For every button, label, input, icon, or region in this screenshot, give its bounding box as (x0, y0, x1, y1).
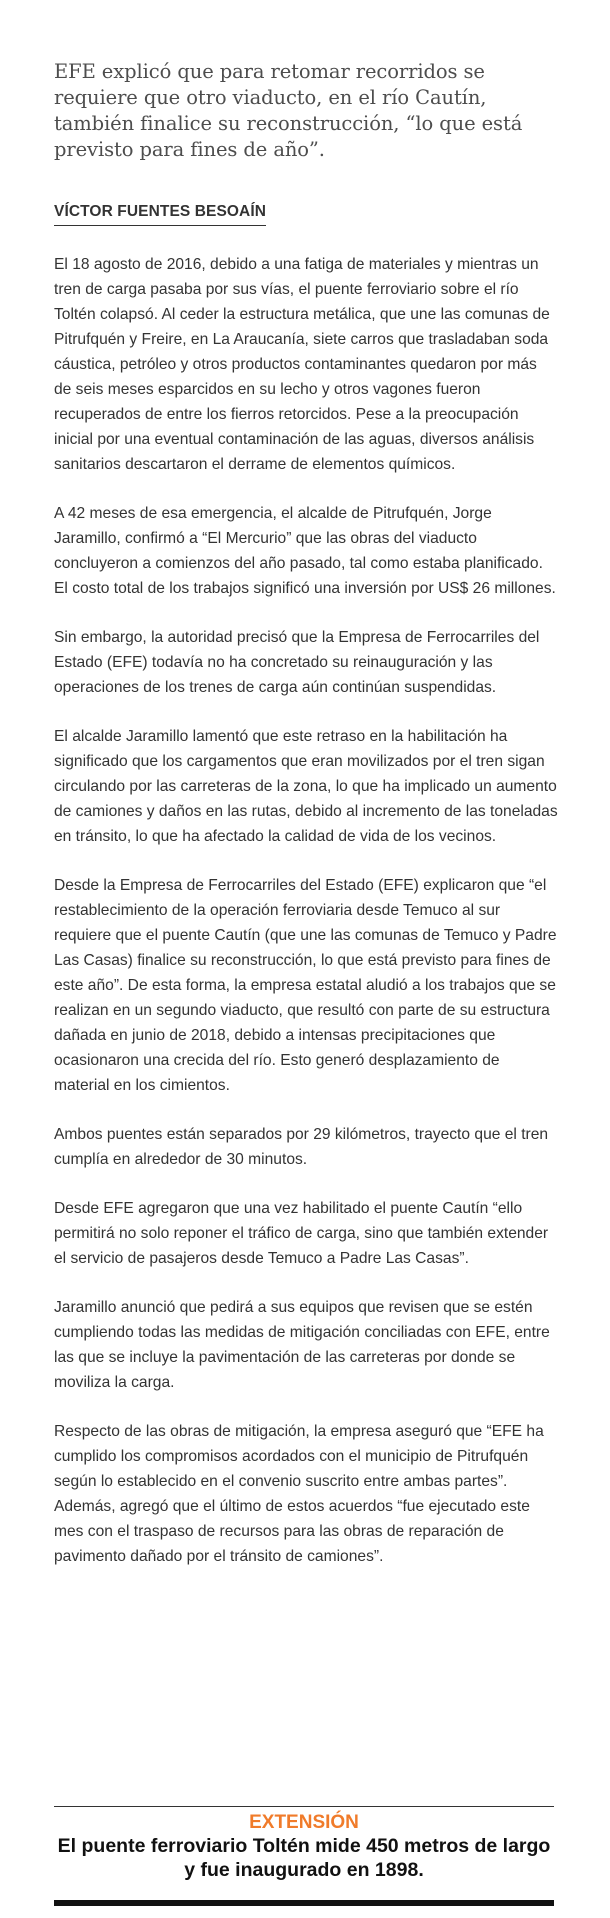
fact-box-kicker: EXTENSIÓN (249, 1812, 359, 1833)
article-paragraph-9: Respecto de las obras de mitigación, la empresa aseguró que “EFE ha cumplido los compromisos acordados con el municipio de Pitrufquén según lo establecido en el convenio suscrito entre ambas partes”. Además, agregó que el último de estos acuerdos “fue ejecutado este mes con el traspaso de recursos para las obras de reparación de pavimento dañado por el tránsito de camiones”. (54, 1423, 544, 1565)
article-paragraph-6: Ambos puentes están separados por 29 kilómetros, trayecto que el tren cumplía en alrededor de 30 minutos. (54, 1126, 549, 1168)
article-paragraph-5: Desde la Empresa de Ferrocarriles del Estado (EFE) explicaron que “el restablecimiento de la operación ferroviaria desde Temuco al sur requiere que el puente Cautín (que une las comunas de Temuco y Padre Las Casas) finalice su reconstrucción, lo que está previsto para fines de este año”. De esta forma, la empresa estatal aludió a los trabajos que se realizan en un segundo viaducto, que resultó con parte de su estructura dañada en junio de 2018, debido a intensas precipitaciones que ocasionaron una crecida del río. Esto generó desplazamiento de material en los cimientos. (54, 877, 557, 1094)
article-paragraph-7: Desde EFE agregaron que una vez habilitado el puente Cautín “ello permitirá no solo reponer el tráfico de carga, sino que también extender el servicio de pasajeros desde Temuco a Padre Las Casas”. (54, 1200, 549, 1267)
fact-box (54, 1806, 554, 1882)
article-byline: VÍCTOR FUENTES BESOAÍN (54, 202, 266, 226)
fact-box-text: El puente ferroviario Toltén mide 450 metros de largo y fue inaugurado en 1898. (57, 1835, 551, 1881)
article-paragraph-4: El alcalde Jaramillo lamentó que este retraso en la habilitación ha significado que los cargamentos que eran movilizados por el tren sigan circulando por las carreteras de la zona, lo que ha implicado un aumento de camiones y daños en las rutas, debido al incremento de las toneladas en tránsito, lo que ha afectado la calidad de vida de los vecinos. (54, 728, 558, 845)
fact-box-bottom-rule (54, 1900, 554, 1906)
article-paragraph-8: Jaramillo anunció que pedirá a sus equipos que revisen que se estén cumpliendo todas las medidas de mitigación conciliadas con EFE, entre las que se incluye la pavimentación de las carreteras por donde se moviliza la carga. (54, 1299, 550, 1391)
article-paragraph-2: A 42 meses de esa emergencia, el alcalde de Pitrufquén, Jorge Jaramillo, confirmó a “El Mercurio” que las obras del viaducto concluyeron a comienzos del año pasado, tal como estaba planificado. El costo total de los trabajos significó una inversión por US$ 26 millones. (54, 505, 556, 597)
article-body (54, 252, 558, 1593)
article-paragraph-1: El 18 agosto de 2016, debido a una fatiga de materiales y mientras un tren de carga pasaba por sus vías, el puente ferroviario sobre el río Toltén colapsó. Al ceder la estructura metálica, que une las comunas de Pitrufquén y Freire, en La Araucanía, siete carros que trasladaban soda cáustica, petróleo y otros productos contaminantes quedaron por más de seis meses esparcidos en su lecho y otros vagones fueron recuperados de entre los fierros retorcidos. Pese a la preocupación inicial por una eventual contaminación de las aguas, diversos análisis sanitarios descartaron el derrame de elementos químicos. (54, 256, 550, 473)
article-paragraph-3: Sin embargo, la autoridad precisó que la Empresa de Ferrocarriles del Estado (EFE) todavía no ha concretado su reinauguración y las operaciones de los trenes de carga aún continúan suspendidas. (54, 629, 540, 696)
article-lead: EFE explicó que para retomar recorridos se requiere que otro viaducto, en el río Cautín, también finalice su reconstrucción, “lo que está previsto para fines de año”. (54, 60, 523, 161)
